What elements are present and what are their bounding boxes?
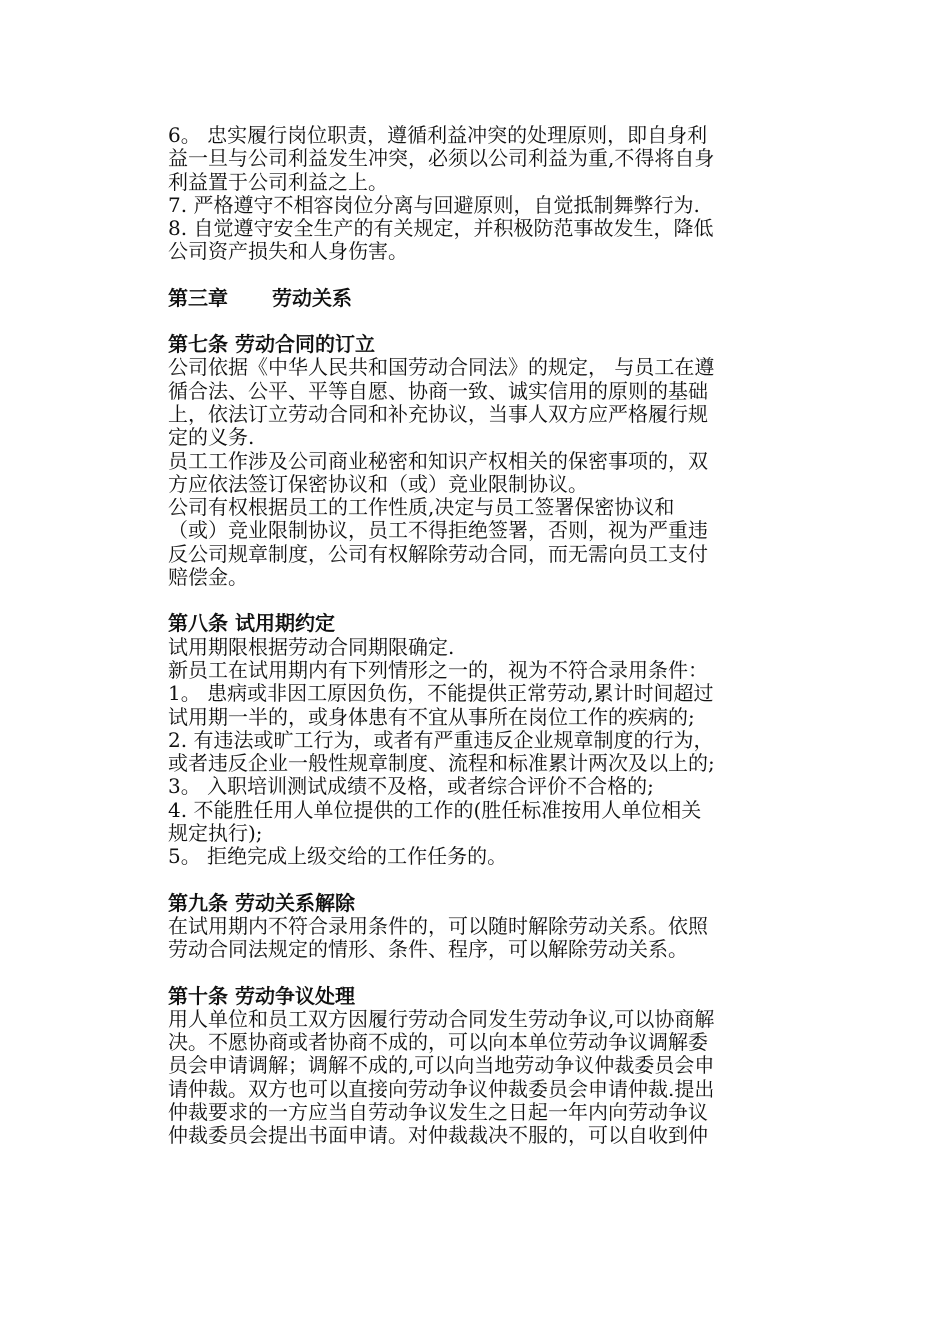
text-line: （或）竞业限制协议，员工不得拒绝签署，否则，视为严重违 <box>168 518 708 543</box>
section-article-10 <box>168 985 788 1148</box>
text-line: 公司有权根据员工的工作性质,决定与员工签署保密协议和 <box>168 495 675 520</box>
text-line: 利益置于公司利益之上。 <box>168 169 388 194</box>
text-line: 在试用期内不符合录用条件的，可以随时解除劳动关系。依照 <box>168 913 708 938</box>
text-line: 赔偿金。 <box>168 565 248 590</box>
section-article-9 <box>168 892 788 962</box>
text-line: 方应依法签订保密协议和（或）竞业限制协议。 <box>168 471 588 496</box>
section-heading: 第九条 劳动关系解除 <box>168 890 355 915</box>
section-heading: 第八条 试用期约定 <box>168 611 335 636</box>
text-line: 规定执行); <box>168 821 263 846</box>
text-line: 定的义务. <box>168 425 255 450</box>
text-line: 或者违反企业一般性规章制度、流程和标准累计两次及以上的; <box>168 751 715 776</box>
chapter-title: 劳动关系 <box>272 285 352 310</box>
section-article-7 <box>168 333 788 589</box>
text-line: 6。 忠实履行岗位职责，遵循利益冲突的处理原则，即自身利 <box>168 123 708 147</box>
section-heading: 第七条 劳动合同的订立 <box>168 332 375 357</box>
text-line: 试用期一半的，或身体患有不宜从事所在岗位工作的疾病的; <box>168 704 695 729</box>
text-line: 仲裁委员会提出书面申请。对仲裁裁决不服的，可以自收到仲 <box>168 1123 708 1148</box>
text-line: 反公司规章制度，公司有权解除劳动合同，而无需向员工支付 <box>168 541 708 566</box>
text-line: 仲裁要求的一方应当自劳动争议发生之日起一年内向劳动争议 <box>168 1099 708 1124</box>
text-line: 公司依据《中华人民共和国劳动合同法》的规定， 与员工在遵 <box>168 355 715 380</box>
text-line: 5。 拒绝完成上级交给的工作任务的。 <box>168 844 508 869</box>
chapter-number: 第三章 <box>168 285 228 310</box>
text-line: 新员工在试用期内有下列情形之一的，视为不符合录用条件： <box>168 657 708 682</box>
text-line: 7. 严格遵守不相容岗位分离与回避原则，自觉抵制舞弊行为. <box>168 192 700 217</box>
text-line: 员会申请调解；调解不成的,可以向当地劳动争议仲裁委员会申 <box>168 1053 715 1078</box>
text-line: 员工工作涉及公司商业秘密和知识产权相关的保密事项的，双 <box>168 448 708 473</box>
text-line: 1。 患病或非因工原因负伤，不能提供正常劳动,累计时间超过 <box>168 681 714 706</box>
text-line: 公司资产损失和人身伤害。 <box>168 239 408 264</box>
text-line: 循合法、公平、平等自愿、协商一致、诚实信用的原则的基础 <box>168 378 708 403</box>
text-line: 益一旦与公司利益发生冲突，必须以公司利益为重,不得将自身 <box>168 146 715 171</box>
chapter-heading <box>168 287 788 310</box>
text-line: 请仲裁。双方也可以直接向劳动争议仲裁委员会申请仲裁.提出 <box>168 1076 715 1101</box>
text-line: 8. 自觉遵守安全生产的有关规定，并积极防范事故发生，降低 <box>168 216 714 241</box>
text-line: 试用期限根据劳动合同期限确定. <box>168 634 455 659</box>
document-page <box>168 124 788 1148</box>
section-article-8 <box>168 612 788 868</box>
text-line: 决。不愿协商或者协商不成的，可以向本单位劳动争议调解委 <box>168 1030 708 1055</box>
text-line: 用人单位和员工双方因履行劳动合同发生劳动争议,可以协商解 <box>168 1006 715 1031</box>
text-line: 4. 不能胜任用人单位提供的工作的(胜任标准按用人单位相关 <box>168 797 702 822</box>
text-line: 上，依法订立劳动合同和补充协议，当事人双方应严格履行规 <box>168 401 708 426</box>
text-line: 3。 入职培训测试成绩不及格，或者综合评价不合格的; <box>168 774 654 799</box>
text-line: 劳动合同法规定的情形、条件、程序，可以解除劳动关系。 <box>168 937 688 962</box>
section-heading: 第十条 劳动争议处理 <box>168 983 355 1008</box>
text-line: 2. 有违法或旷工行为，或者有严重违反企业规章制度的行为， <box>168 727 714 752</box>
intro-block <box>168 124 788 264</box>
